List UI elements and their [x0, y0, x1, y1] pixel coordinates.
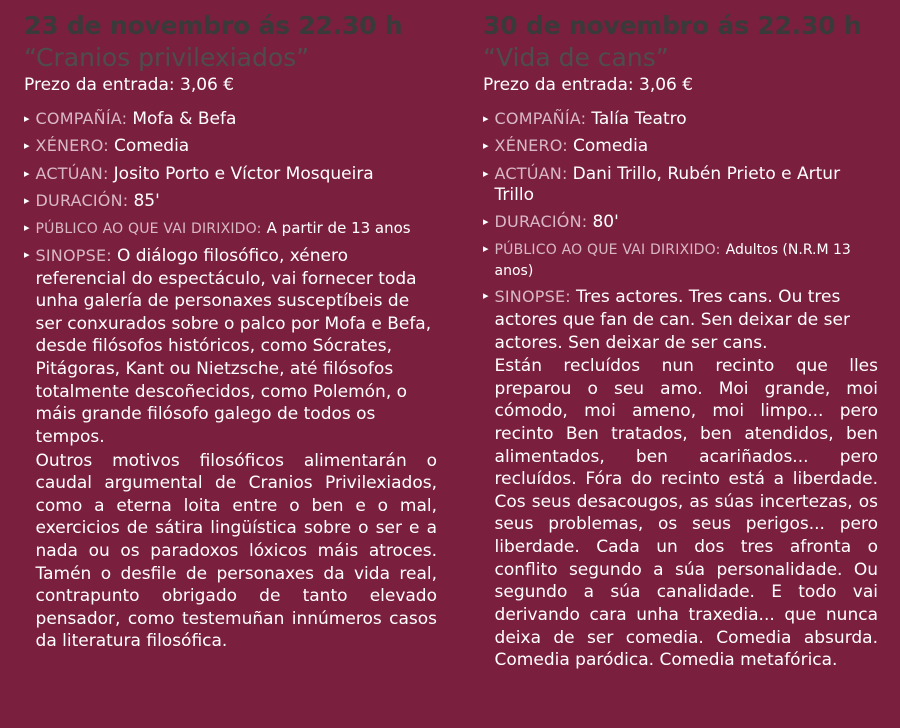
show-details-list	[483, 109, 878, 672]
detail-company	[24, 109, 437, 130]
detail-genre	[483, 136, 878, 157]
triangle-bullet-icon: ▸	[483, 289, 489, 303]
synopsis-label: SINOPSE:	[35, 246, 112, 266]
triangle-bullet-icon: ▸	[483, 139, 489, 153]
detail-label: ACTÚAN:	[35, 163, 109, 183]
detail-synopsis	[483, 286, 878, 671]
triangle-bullet-icon: ▸	[483, 242, 489, 256]
detail-body	[36, 218, 437, 239]
detail-company	[483, 109, 878, 130]
triangle-bullet-icon: ▸	[483, 215, 489, 229]
detail-label: COMPAÑÍA:	[494, 109, 587, 129]
triangle-bullet-icon: ▸	[24, 139, 30, 153]
detail-label: COMPAÑÍA:	[35, 109, 128, 129]
triangle-bullet-icon: ▸	[24, 248, 30, 262]
detail-value: 85'	[133, 190, 160, 211]
show-title: “Vida de cans”	[483, 42, 669, 72]
synopsis-label: SINOPSE:	[494, 287, 571, 307]
show-column-2	[455, 10, 886, 728]
detail-cast	[483, 164, 878, 207]
show-price: Prezo da entrada: 3,06 €	[24, 74, 235, 95]
show-title: “Cranios privilexiados”	[24, 42, 310, 72]
show-date: 23 de novembro ás 22.30 h	[24, 11, 403, 40]
detail-body	[36, 245, 437, 653]
detail-value: Mofa & Befa	[132, 109, 237, 130]
detail-body	[36, 109, 437, 130]
synopsis-paragraph: Tres actores. Tres cans. Ou tres actores que fan de can. Sen deixar de ser actores. Sen deixar de ser cans.	[494, 287, 850, 353]
detail-body	[36, 191, 437, 212]
detail-body	[495, 286, 878, 671]
synopsis-paragraph: Están recluídos nun recinto que lles preparou o seu amo. Moi grande, moi cómodo, moi ameno, moi limpo... pero recinto Ben tratados, ben atendidos, ben alimentados, ben acariñados... pero recluídos. Fóra do recinto está a liberdade. Cos seus desacougos, as súas incertezas, os seus problemas, os seus perigos... pero liberdade. Cada un dos tres afronta o conflito segundo a súa personalidade. Ou segundo a súa canalidade. E todo vai derivando cara unha traxedia... que nunca deixa de ser comedia. Comedia absurda. Comedia paródica. Comedia metafórica.	[494, 356, 878, 671]
triangle-bullet-icon: ▸	[483, 112, 489, 126]
detail-audience	[24, 218, 437, 239]
detail-value: Adultos (N.R.M 13 anos)	[494, 242, 851, 279]
detail-label: DURACIÓN:	[494, 212, 588, 232]
synopsis-paragraph: O diálogo filosófico, xénero referencial do espectáculo, vai fornecer toda unha galería de personaxes susceptíbeis de ser conxurados sobre o palco por Mofa e Befa, desde filósofos históricos, como Sócrates, Pitágoras, Kant ou Nietzsche, até filósofos totalmente descoñecidos, como Polemón, o máis grande filósofo galego de todos os tempos.	[35, 246, 432, 447]
triangle-bullet-icon: ▸	[483, 166, 489, 180]
detail-synopsis	[24, 245, 437, 653]
detail-audience	[483, 239, 878, 280]
detail-body	[495, 136, 878, 157]
detail-body	[36, 164, 437, 185]
show-column-1	[24, 10, 455, 728]
detail-label: ACTÚAN:	[494, 163, 568, 183]
detail-label: XÉNERO:	[35, 136, 109, 156]
show-price: Prezo da entrada: 3,06 €	[483, 74, 694, 95]
detail-value: 80'	[592, 212, 619, 233]
detail-value: Talía Teatro	[591, 109, 687, 130]
detail-value: Comedia	[573, 136, 649, 157]
detail-duration	[483, 212, 878, 233]
detail-value: Comedia	[114, 136, 190, 157]
detail-body	[36, 136, 437, 157]
show-date: 30 de novembro ás 22.30 h	[483, 11, 862, 40]
detail-cast	[24, 164, 437, 185]
detail-duration	[24, 191, 437, 212]
detail-value: Josito Porto e Víctor Mosqueira	[113, 163, 374, 184]
synopsis-paragraph: Outros motivos filosóficos alimentarán o caudal argumental de Cranios Privilexiados, como a eterna loita entre o ben e o mal, exercicios de sátira lingüística sobre o ser e a nada ou os paradoxos lóxicos máis atroces. Tamén o desfile de personaxes da vida real, contrapunto obrigado de tanto elevado pensador, como testemuñan innúmeros casos da literatura filosófica.	[35, 450, 437, 652]
triangle-bullet-icon: ▸	[24, 166, 30, 180]
triangle-bullet-icon: ▸	[24, 112, 30, 126]
detail-body	[495, 109, 878, 130]
detail-genre	[24, 136, 437, 157]
triangle-bullet-icon: ▸	[24, 193, 30, 207]
detail-value: A partir de 13 anos	[266, 219, 411, 238]
detail-label: XÉNERO:	[494, 136, 568, 156]
detail-body	[495, 164, 878, 207]
detail-label: DURACIÓN:	[35, 190, 129, 210]
detail-label: PÚBLICO AO QUE VAI DIRIXIDO:	[35, 221, 262, 238]
detail-body	[495, 212, 878, 233]
detail-body	[495, 239, 878, 280]
detail-label: PÚBLICO AO QUE VAI DIRIXIDO:	[494, 242, 721, 259]
triangle-bullet-icon: ▸	[24, 221, 30, 235]
detail-value: Dani Trillo, Rubén Prieto e Artur Trillo	[494, 163, 841, 205]
show-details-list	[24, 109, 437, 653]
